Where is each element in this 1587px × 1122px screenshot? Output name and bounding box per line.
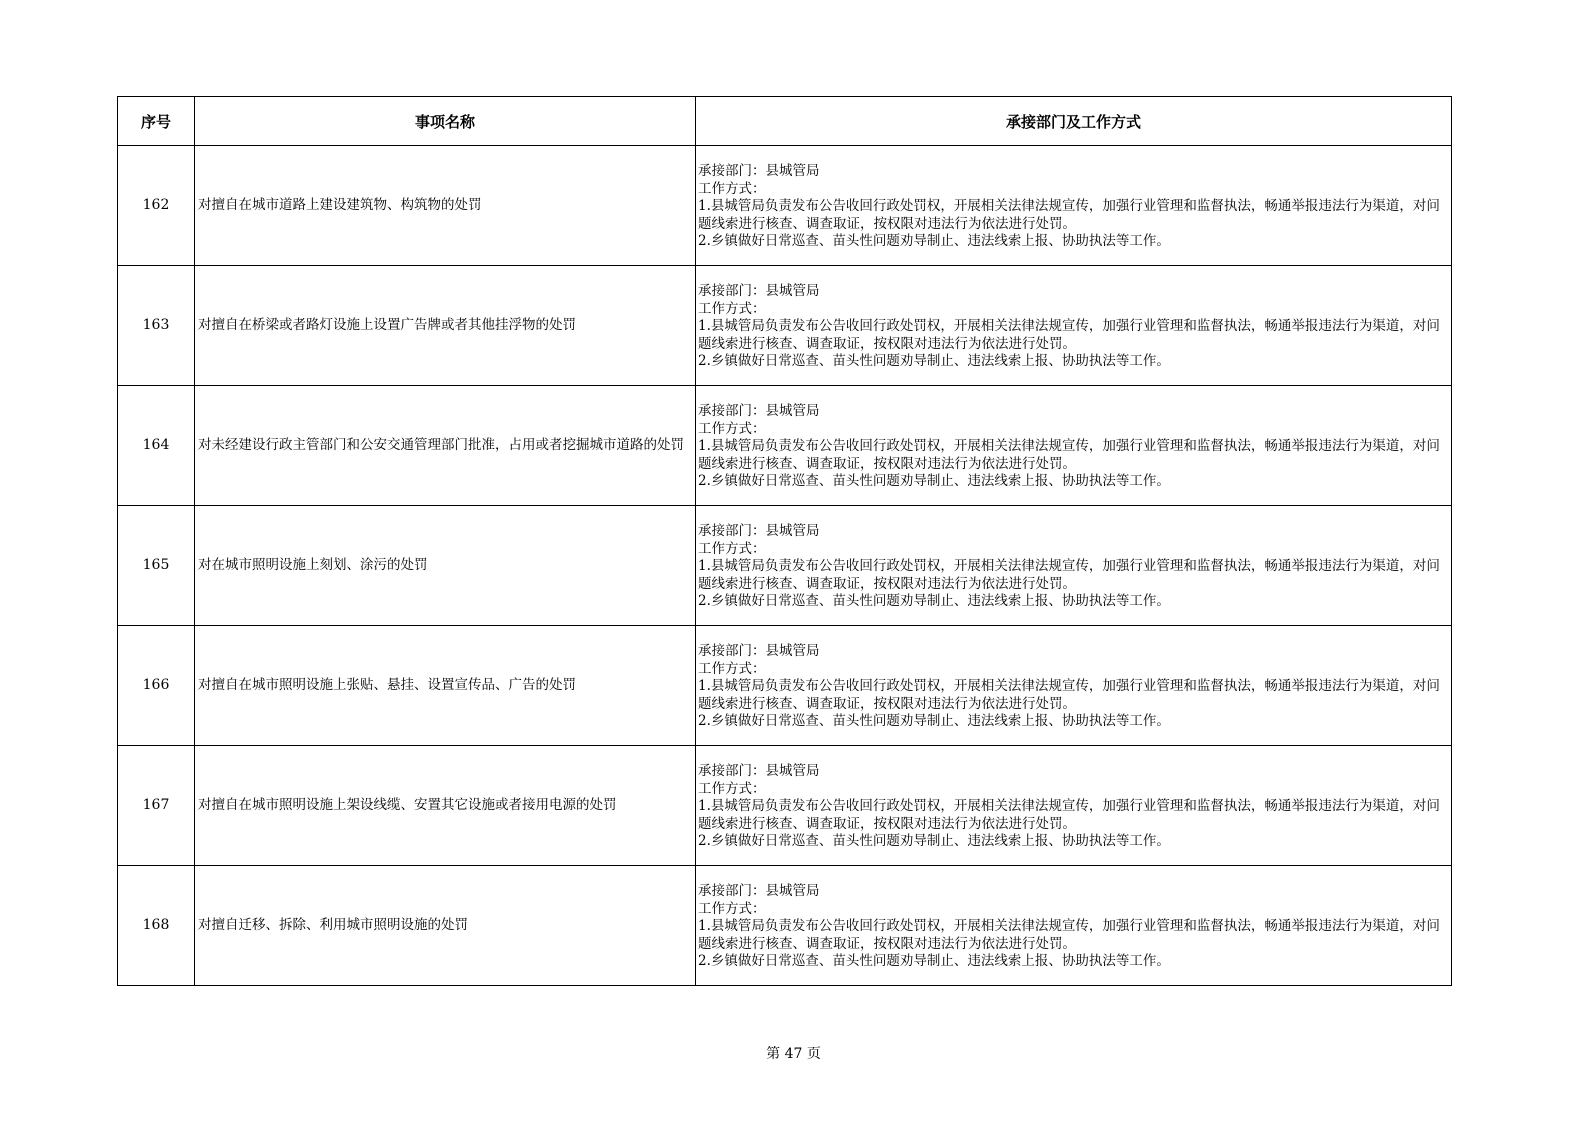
method-item-1: 1.县城管局负责发布公告收回行政处罚权，开展相关法律法规宣传，加强行业管理和监督执法，畅通举报违法行为渠道，对问题线索进行核查、调查取证，按权限对违法行为依法进行处罚。 [698,918,1440,952]
row-item-name: 对擅自迁移、拆除、利用城市照明设施的处罚 [195,866,696,986]
row-item-name: 对未经建设行政主管部门和公安交通管理部门批准，占用或者挖掘城市道路的处罚 [195,386,696,506]
method-item-2: 2.乡镇做好日常巡查、苗头性问题劝导制止、违法线索上报、协助执法等工作。 [698,833,1170,850]
department-line: 承接部门：县城管局 [698,763,820,780]
method-item-2: 2.乡镇做好日常巡查、苗头性问题劝导制止、违法线索上报、协助执法等工作。 [698,713,1170,730]
table-row [118,506,1452,626]
row-department-method [696,146,1452,266]
method-label: 工作方式： [698,900,766,917]
method-item-2: 2.乡镇做好日常巡查、苗头性问题劝导制止、违法线索上报、协助执法等工作。 [698,473,1170,490]
method-label: 工作方式： [698,180,766,197]
method-label: 工作方式： [698,780,766,797]
row-department-method [696,266,1452,386]
row-department-method [696,626,1452,746]
department-line: 承接部门：县城管局 [698,643,820,660]
row-item-name: 对擅自在城市照明设施上张贴、悬挂、设置宣传品、广告的处罚 [195,626,696,746]
department-line: 承接部门：县城管局 [698,883,820,900]
table-row [118,386,1452,506]
row-department-method [696,506,1452,626]
row-serial-number: 163 [118,266,195,386]
method-item-1: 1.县城管局负责发布公告收回行政处罚权，开展相关法律法规宣传，加强行业管理和监督执法，畅通举报违法行为渠道，对问题线索进行核查、调查取证，按权限对违法行为依法进行处罚。 [698,318,1440,352]
row-item-name: 对擅自在城市道路上建设建筑物、构筑物的处罚 [195,146,696,266]
table-row [118,746,1452,866]
table-row [118,626,1452,746]
method-label: 工作方式： [698,300,766,317]
department-line: 承接部门：县城管局 [698,163,820,180]
row-item-name: 对在城市照明设施上刻划、涂污的处罚 [195,506,696,626]
row-serial-number: 162 [118,146,195,266]
method-item-2: 2.乡镇做好日常巡查、苗头性问题劝导制止、违法线索上报、协助执法等工作。 [698,353,1170,370]
method-label: 工作方式： [698,540,766,557]
method-item-2: 2.乡镇做好日常巡查、苗头性问题劝导制止、违法线索上报、协助执法等工作。 [698,233,1170,250]
row-item-name: 对擅自在城市照明设施上架设线缆、安置其它设施或者接用电源的处罚 [195,746,696,866]
method-item-1: 1.县城管局负责发布公告收回行政处罚权，开展相关法律法规宣传，加强行业管理和监督执法，畅通举报违法行为渠道，对问题线索进行核查、调查取证，按权限对违法行为依法进行处罚。 [698,798,1440,832]
method-item-2: 2.乡镇做好日常巡查、苗头性问题劝导制止、违法线索上报、协助执法等工作。 [698,953,1170,970]
table-row [118,266,1452,386]
row-item-name: 对擅自在桥梁或者路灯设施上设置广告牌或者其他挂浮物的处罚 [195,266,696,386]
table-header-row [118,97,1452,146]
row-serial-number: 168 [118,866,195,986]
method-item-1: 1.县城管局负责发布公告收回行政处罚权，开展相关法律法规宣传，加强行业管理和监督执法，畅通举报违法行为渠道，对问题线索进行核查、调查取证，按权限对违法行为依法进行处罚。 [698,438,1440,472]
method-item-1: 1.县城管局负责发布公告收回行政处罚权，开展相关法律法规宣传，加强行业管理和监督执法，畅通举报违法行为渠道，对问题线索进行核查、调查取证，按权限对违法行为依法进行处罚。 [698,558,1440,592]
page-number: 第 47 页 [766,1046,821,1062]
method-label: 工作方式： [698,660,766,677]
method-item-1: 1.县城管局负责发布公告收回行政处罚权，开展相关法律法规宣传，加强行业管理和监督执法，畅通举报违法行为渠道，对问题线索进行核查、调查取证，按权限对违法行为依法进行处罚。 [698,678,1440,712]
table-row [118,146,1452,266]
method-item-1: 1.县城管局负责发布公告收回行政处罚权，开展相关法律法规宣传，加强行业管理和监督执法，畅通举报违法行为渠道，对问题线索进行核查、调查取证，按权限对违法行为依法进行处罚。 [698,198,1440,232]
department-line: 承接部门：县城管局 [698,523,820,540]
items-table [117,96,1452,986]
row-department-method [696,866,1452,986]
header-serial-number: 序号 [118,97,195,146]
table-row [118,866,1452,986]
row-department-method [696,386,1452,506]
row-department-method [696,746,1452,866]
row-serial-number: 164 [118,386,195,506]
row-serial-number: 167 [118,746,195,866]
row-serial-number: 166 [118,626,195,746]
header-department-method: 承接部门及工作方式 [696,97,1452,146]
row-serial-number: 165 [118,506,195,626]
method-item-2: 2.乡镇做好日常巡查、苗头性问题劝导制止、违法线索上报、协助执法等工作。 [698,593,1170,610]
method-label: 工作方式： [698,420,766,437]
department-line: 承接部门：县城管局 [698,283,820,300]
header-item-name: 事项名称 [195,97,696,146]
department-line: 承接部门：县城管局 [698,403,820,420]
